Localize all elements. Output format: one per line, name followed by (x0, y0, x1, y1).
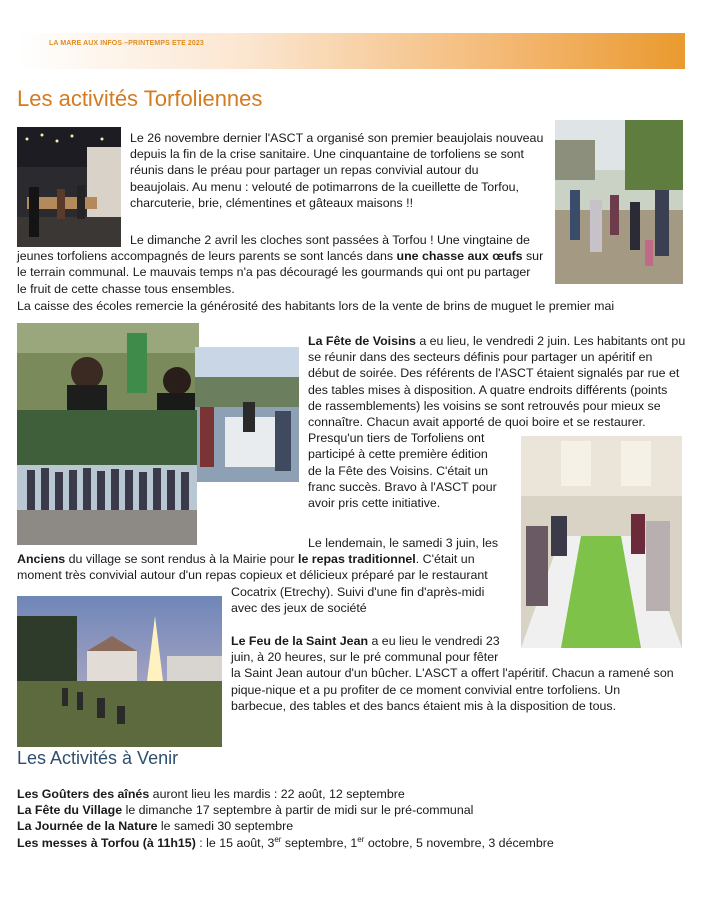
anciens-line: Cocatrix (Etrechy). Suivi d'une fin d'après-midi (231, 584, 485, 599)
voisins-line: de la Fête des Voisins. C'était un (308, 463, 489, 478)
photo-beaujolais-hall (17, 127, 121, 247)
section-title-activites: Les activités Torfoliennes (17, 86, 263, 111)
item-bold: Les Goûters des aînés (17, 787, 150, 801)
photo-voisins-table (195, 347, 299, 482)
anciens-bold: Anciens (17, 552, 66, 567)
item-bold: Les messes à Torfou (à 11h15) (17, 835, 196, 850)
item-text: octobre, 5 novembre, 3 décembre (364, 835, 554, 850)
paques-line: le terrain communal. Le mauvais temps n'a pas découragé les gourmands qui ont pu partager (17, 265, 531, 280)
feu-bold: Le Feu de la Saint Jean (231, 634, 369, 648)
beaujolais-line: depuis la fin de la crise sanitaire. Une cinquantaine de torfoliens se sont (130, 147, 524, 162)
list-item (17, 835, 687, 851)
voisins-line: début de soirée. Des référents de l'ASCT étaient signalés par rue et (308, 366, 680, 381)
header-banner (17, 33, 685, 69)
item-text: septembre, 1 (281, 835, 358, 850)
photo-voisins-selfie (17, 323, 199, 413)
feu-line: pique-nique et a pu profiter de ce moment convivial entre torfoliens. Un (231, 682, 621, 697)
beaujolais-line: beaujolais. Au menu : velouté de potimarrons de la cueillette de Torfou, (130, 179, 519, 194)
anciens-bold: le repas traditionnel (298, 552, 416, 567)
voisins-line: se réunir dans des secteurs définis pour partager un apéritif en (308, 350, 653, 365)
voisins-line: Presqu'un tiers de Torfoliens ont (308, 431, 485, 446)
beaujolais-line: réunis dans le préau pour partager un repas convivial autour du (130, 163, 479, 178)
list-item (17, 786, 687, 802)
voisins-line: participé à cette première édition (308, 447, 488, 462)
paques-line: Le dimanche 2 avril les cloches sont passées à Torfou ! Une vingtaine de (130, 233, 530, 247)
photo-feu-saint-jean (17, 596, 222, 747)
photo-repas-anciens (521, 436, 682, 648)
paques-line: le fruit de cette chasse tous ensembles. (17, 281, 235, 296)
photo-voisins-groupe (17, 410, 197, 545)
photo-chasse-aux-oeufs (555, 120, 683, 284)
beaujolais-line: charcuterie, brie, clémentines et gâteaux maisons !! (130, 195, 414, 210)
anciens-line (17, 551, 517, 567)
voisins-line: des tables mises à disposition. A quatre endroits différents (points (308, 382, 668, 397)
voisins-bold: La Fête de Voisins (308, 334, 416, 348)
voisins-line: de rassemblements) les voisins se sont retrouvés pour mieux se (308, 398, 661, 413)
list-a-venir (17, 786, 687, 851)
voisins-line: connaître. Chacun avait apporté de quoi boire et se restaurer. (308, 415, 646, 430)
item-text: : le 15 août, 3 (195, 835, 275, 850)
paques-bold: une chasse aux œufs (396, 249, 523, 264)
anciens-text: du village se sont rendus à la Mairie pour (65, 552, 298, 567)
voisins-text: a eu lieu, le vendredi 2 juin. Les habitants ont pu (415, 334, 686, 348)
feu-line: la Saint Jean autour d'un bûcher. L'ASCT a offert l'apéritif. Chacun a ramené son (231, 666, 674, 681)
voisins-line: avoir pris cette initiative. (308, 496, 441, 511)
item-text: auront lieu les mardis : 22 août, 12 septembre (149, 787, 405, 801)
item-bold: La Journée de la Nature (17, 819, 158, 834)
sup-er: er (274, 834, 282, 844)
feu-line (231, 633, 691, 649)
anciens-line: moment très convivial autour d'un repas copieux et délicieux préparé par le restaurant (17, 568, 488, 583)
text-beaujolais (130, 130, 550, 211)
beaujolais-line: Le 26 novembre dernier l'ASCT a organisé son premier beaujolais nouveau (130, 131, 544, 145)
item-bold: La Fête du Village (17, 803, 123, 818)
voisins-line: franc succès. Bravo à l'ASCT pour (308, 479, 497, 494)
voisins-line (308, 333, 690, 349)
newsletter-title: LA MARE AUX INFOS –PRINTEMPS ETE 2023 (49, 40, 204, 47)
anciens-text: . C'était un (415, 552, 475, 567)
list-item (17, 802, 687, 818)
sup-er: er (357, 834, 365, 844)
section-title-a-venir: Les Activités à Venir (17, 748, 179, 768)
anciens-line: avec des jeux de société (231, 600, 367, 615)
text-muguet: La caisse des écoles remercie la générosité des habitants lors de la vente de brins de muguet le premier mai (17, 299, 615, 313)
paques-line (17, 248, 553, 264)
feu-line: barbecue, des tables et des bancs étaient mis à la disposition de tous. (231, 698, 617, 713)
item-text: le dimanche 17 septembre à partir de midi sur le pré-communal (122, 803, 474, 818)
text-feu (231, 633, 691, 714)
anciens-line: Le lendemain, le samedi 3 juin, les (308, 536, 499, 550)
text-paques (17, 232, 553, 297)
paques-text: jeunes torfoliens accompagnés de leurs parents se sont lancés dans (17, 249, 397, 264)
list-item (17, 818, 687, 834)
feu-text: a eu lieu le vendredi 23 (368, 634, 500, 648)
paques-text: sur (522, 249, 544, 264)
item-text: le samedi 30 septembre (157, 819, 294, 834)
feu-line: juin, à 20 heures, sur le pré communal pour fêter (231, 650, 499, 665)
